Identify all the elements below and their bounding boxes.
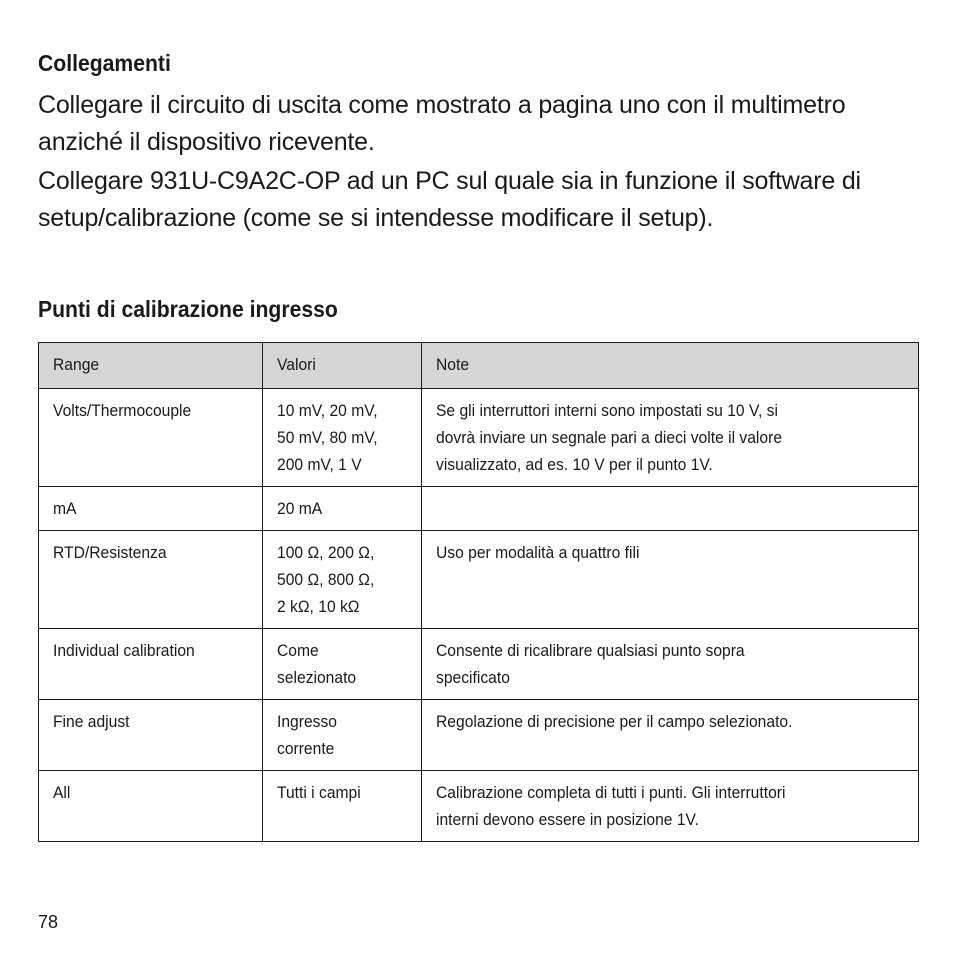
table-row (39, 629, 919, 700)
cell-notes: Uso per modalità a quattro fili (422, 531, 919, 629)
cell-range: Individual calibration (39, 629, 263, 700)
table-header-row (39, 343, 919, 389)
cell-notes: Se gli interruttori interni sono impostati su 10 V, si dovrà inviare un segnale pari a dieci volte il valore visualizzato, ad es. 10 V per il punto 1V. (422, 389, 919, 487)
calibration-table (38, 342, 919, 842)
header-notes: Note (422, 343, 919, 389)
header-range: Range (39, 343, 263, 389)
heading-input-calibration: Punti di calibrazione ingresso (38, 296, 338, 322)
table-row (39, 700, 919, 771)
cell-range: Volts/Thermocouple (39, 389, 263, 487)
cell-values: 100 Ω, 200 Ω, 500 Ω, 800 Ω, 2 kΩ, 10 kΩ (263, 531, 422, 629)
table-row (39, 531, 919, 629)
cell-values: Come selezionato (263, 629, 422, 700)
cell-values: 20 mA (263, 487, 422, 531)
header-values: Valori (263, 343, 422, 389)
table-row (39, 771, 919, 842)
paragraph-connect-multimeter: Collegare il circuito di uscita come mostrato a pagina uno con il multimetro anziché il dispositivo ricevente. (38, 91, 846, 156)
cell-notes: Consente di ricalibrare qualsiasi punto sopra specificato (422, 629, 919, 700)
cell-range: mA (39, 487, 263, 531)
cell-notes (422, 487, 919, 531)
cell-values: Tutti i campi (263, 771, 422, 842)
cell-values: Ingresso corrente (263, 700, 422, 771)
paragraph-connect-pc: Collegare 931U-C9A2C-OP ad un PC sul quale sia in funzione il software di setup/calibrazione (come se si intendesse modificare il setup). (38, 167, 861, 232)
cell-range: Fine adjust (39, 700, 263, 771)
cell-notes: Regolazione di precisione per il campo selezionato. (422, 700, 919, 771)
cell-range: All (39, 771, 263, 842)
cell-values: 10 mV, 20 mV, 50 mV, 80 mV, 200 mV, 1 V (263, 389, 422, 487)
table-row (39, 487, 919, 531)
cell-notes: Calibrazione completa di tutti i punti. Gli interruttori interni devono essere in posizione 1V. (422, 771, 919, 842)
cell-range: RTD/Resistenza (39, 531, 263, 629)
table-row (39, 389, 919, 487)
heading-connections: Collegamenti (38, 50, 171, 76)
page-number: 78 (38, 912, 59, 932)
